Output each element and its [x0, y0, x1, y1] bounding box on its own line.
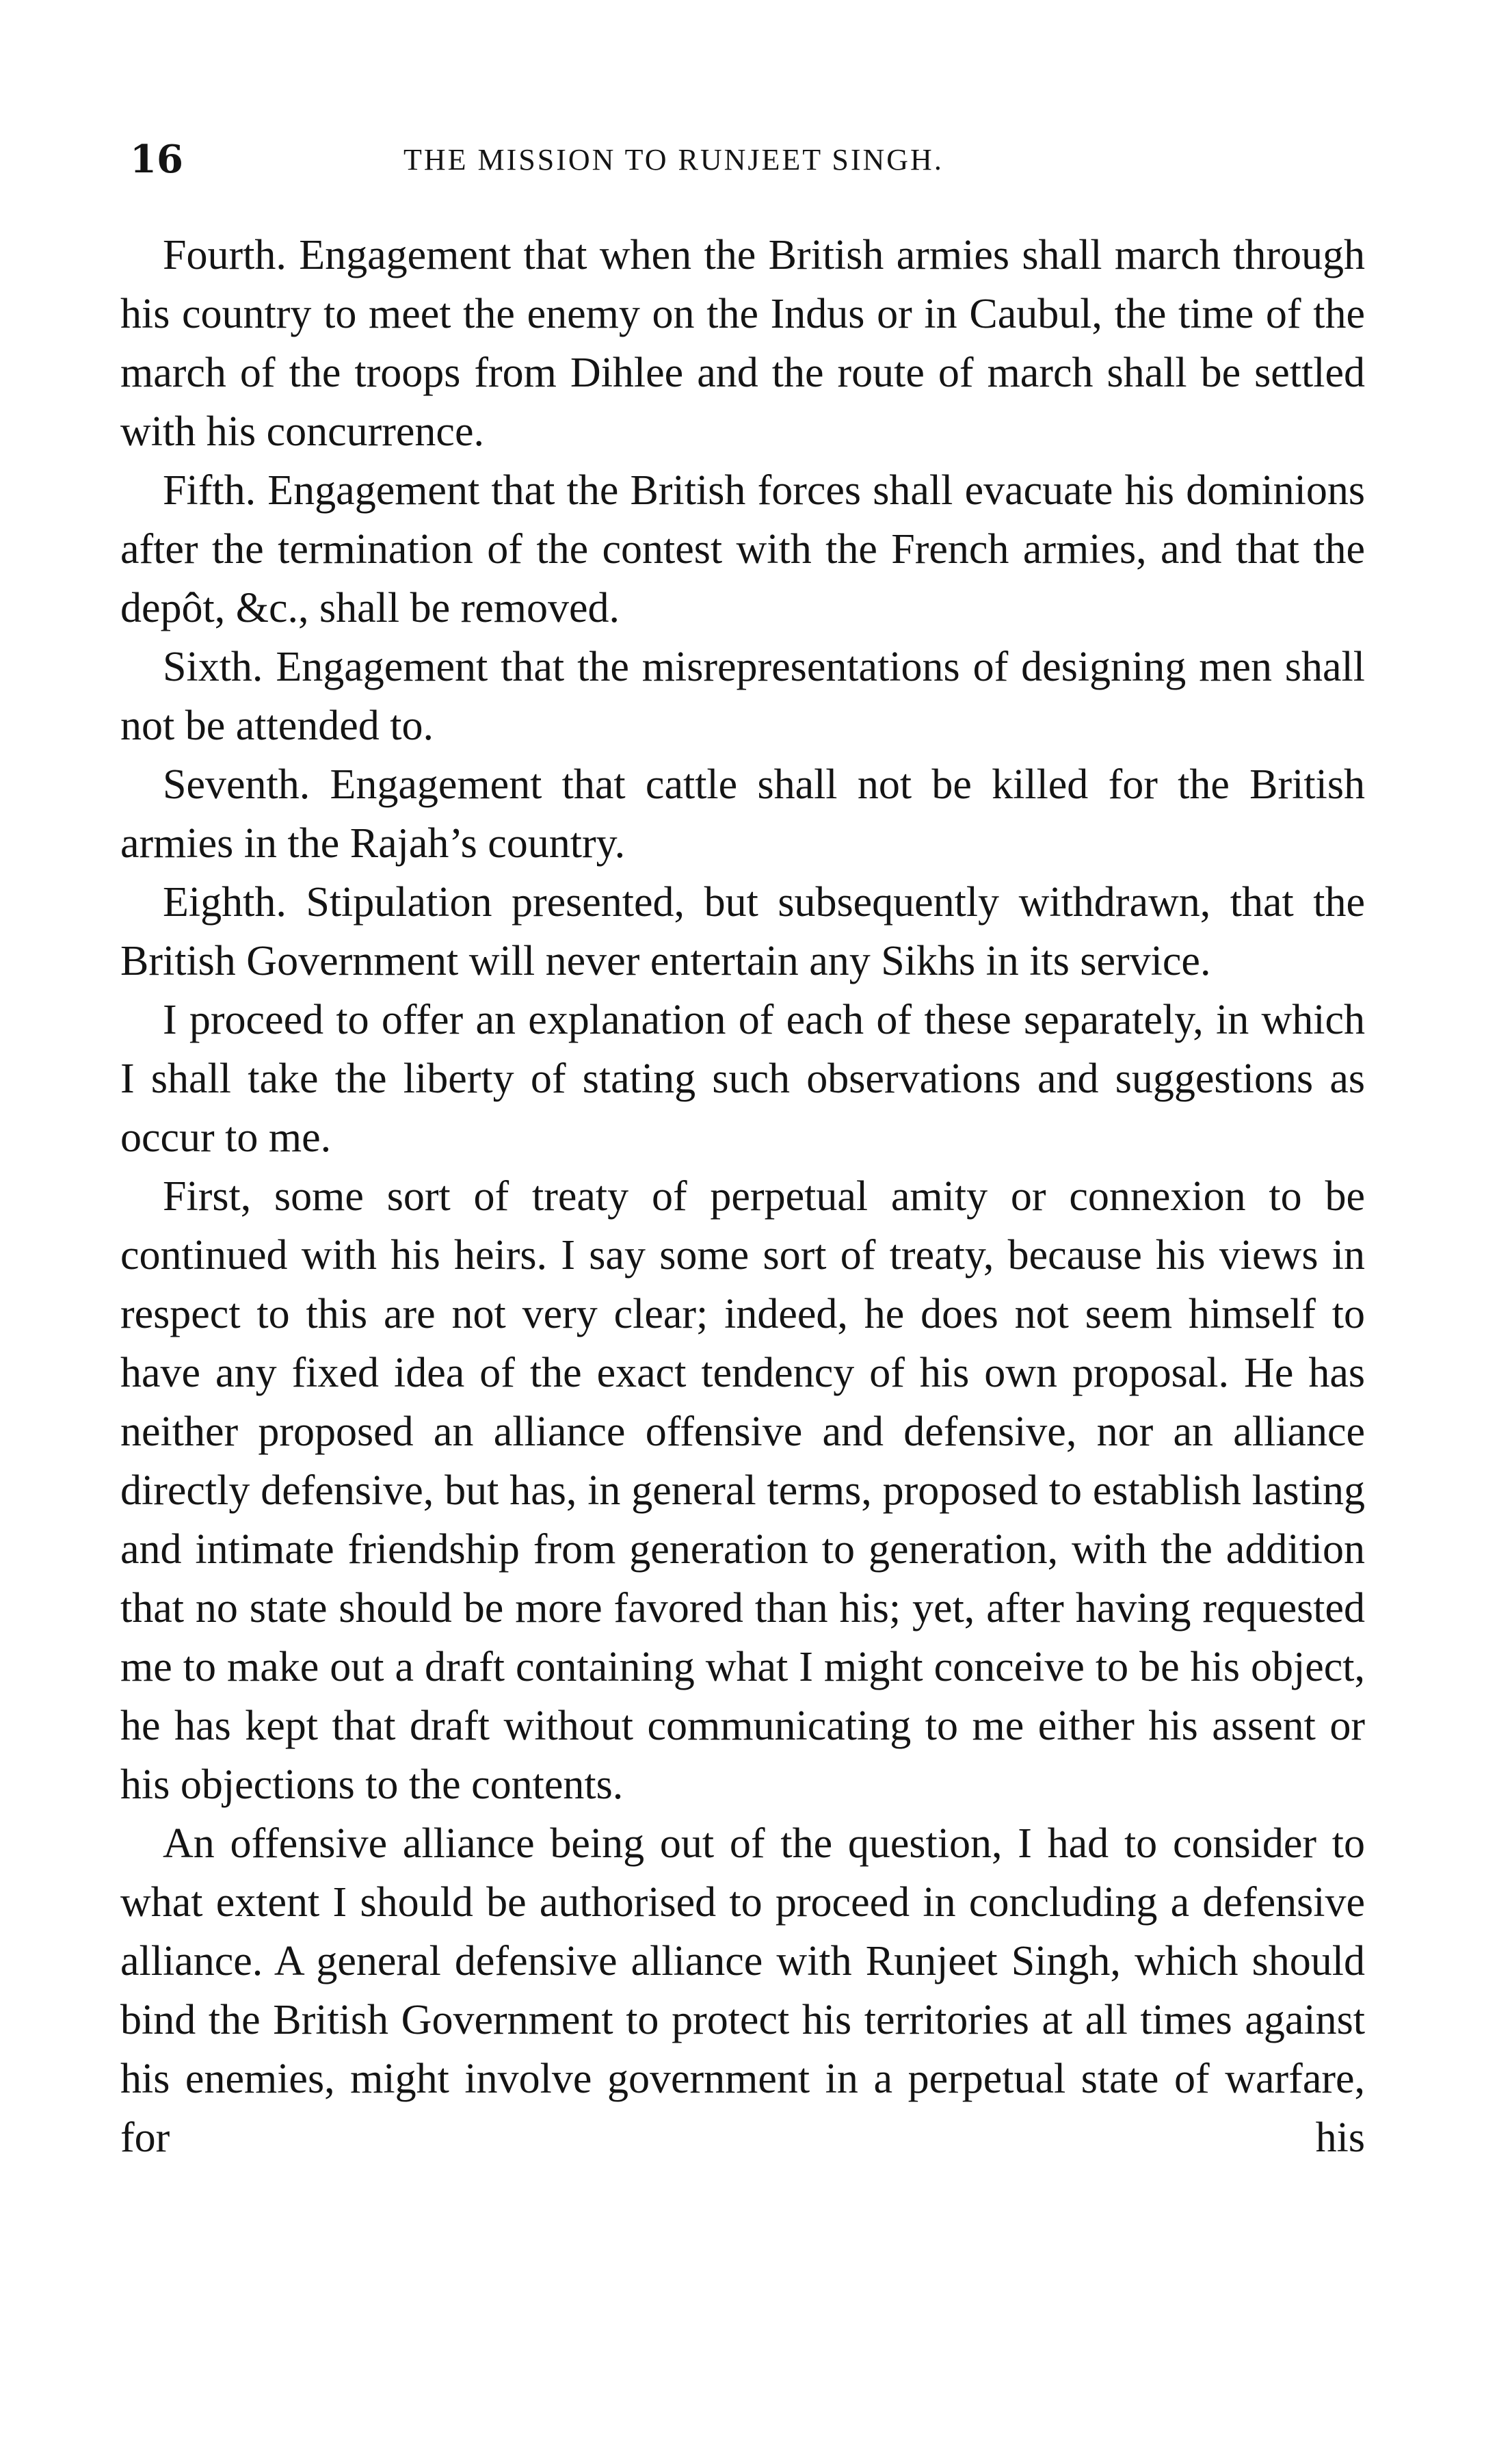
paragraph-fourth: Fourth. Engagement that when the British armies shall march through his country to meet the enemy on the Indus or in Caubul, the time of the march of the troops from Dihlee and the route of march shall be settled with his concurrence.: [120, 232, 1365, 455]
page-header: [130, 137, 1361, 185]
paragraph-sixth: Sixth. Engagement that the misrepresentations of designing men shall not be attended to.: [120, 644, 1365, 749]
body-text: [120, 226, 1365, 2167]
paragraph-offensive-alliance: An offensive alliance being out of the question, I had to consider to what extent I should be authorised to proceed in concluding a defensive alliance. A general defensive alliance with Runjeet Singh, which should bind the British Government to protect his territories at all times against his enemies, might involve government in a perpetual state of warfare, for his: [120, 1820, 1365, 2161]
page-number: 16: [130, 137, 183, 182]
paragraph-seventh: Seventh. Engagement that cattle shall not be killed for the British armies in the Rajah’s country.: [120, 761, 1365, 867]
paragraph-eighth: Eighth. Stipulation presented, but subsequently withdrawn, that the British Government will never entertain any Sikhs in its service.: [120, 879, 1365, 984]
paragraph-explanation: I proceed to offer an explanation of each of these separately, in which I shall take the liberty of stating such observations and suggestions as occur to me.: [120, 997, 1365, 1161]
paragraph-first: First, some sort of treaty of perpetual amity or connexion to be continued with his heirs. I say some sort of treaty, because his views in respect to this are not very clear; indeed, he does not seem himself to have any fixed idea of the exact tendency of his own proposal. He has neither proposed an alliance offensive and defensive, nor an alliance directly defensive, but has, in general terms, proposed to establish lasting and intimate friendship from generation to generation, with the addition that no state should be more favored than his; yet, after having requested me to make out a draft containing what I might conceive to be his object, he has kept that draft without communicating to me either his assent or his objections to the contents.: [120, 1173, 1365, 1808]
running-title: THE MISSION TO RUNJEET SINGH.: [403, 143, 944, 176]
paragraph-fifth: Fifth. Engagement that the British forces shall evacuate his dominions after the termination of the contest with the French armies, and that the depôt, &c., shall be removed.: [120, 467, 1365, 631]
